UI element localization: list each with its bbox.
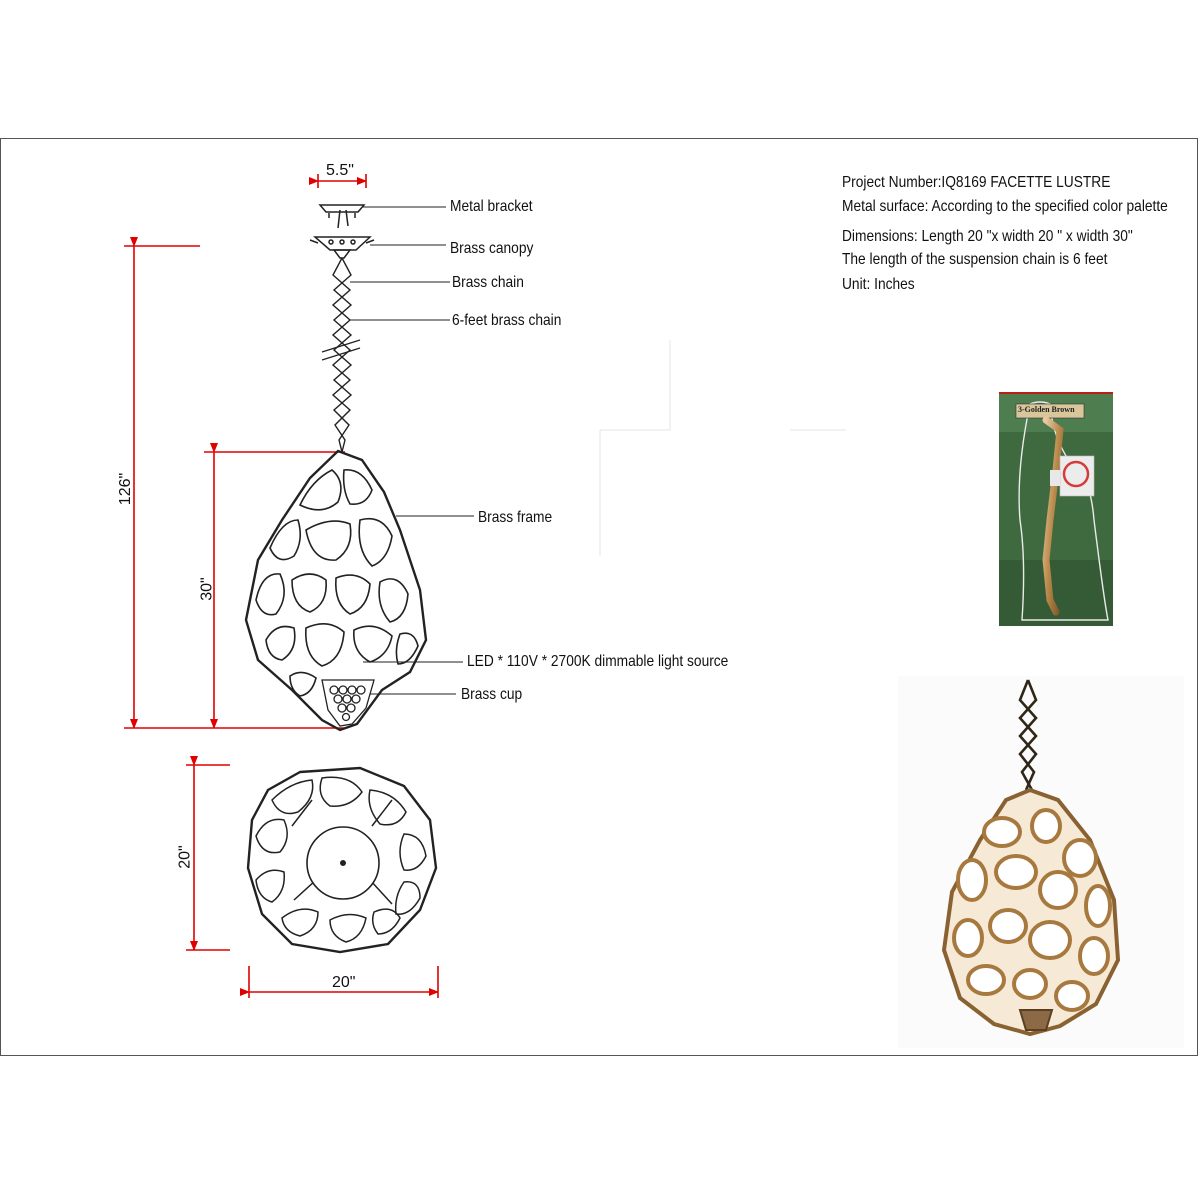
elevation-view [246, 205, 426, 730]
scan-artifacts [600, 340, 846, 556]
dim-overall-height: 126" [117, 472, 135, 506]
photo-brass-cup [1020, 1010, 1052, 1030]
label-led-light-source: LED * 110V * 2700K dimmable light source [467, 653, 729, 670]
label-brass-canopy: Brass canopy [450, 240, 534, 257]
top-view [248, 768, 436, 952]
info-dimensions: Dimensions: Length 20 "x width 20 " x width 30" [842, 228, 1133, 245]
chain-shape [322, 258, 360, 452]
swatch-label: 3-Golden Brown [1018, 405, 1075, 414]
dim-canopy-width: 5.5" [326, 162, 354, 179]
info-chain-length: The length of the suspension chain is 6 feet [842, 251, 1108, 268]
info-project-number: Project Number:IQ8169 FACETTE LUSTRE [842, 174, 1111, 191]
dim-top-width: 20" [332, 974, 356, 991]
label-brass-chain: Brass chain [452, 274, 524, 291]
dim-top-depth: 20" [176, 845, 194, 869]
finish-swatch-photo [999, 392, 1113, 626]
info-metal-surface: Metal surface: According to the specified color palette [842, 198, 1168, 215]
label-6-feet-chain: 6-feet brass chain [452, 312, 562, 329]
metal-bracket-shape [320, 205, 364, 228]
dimension-lines [124, 174, 438, 998]
label-metal-bracket: Metal bracket [450, 198, 533, 215]
product-photo [898, 676, 1184, 1048]
brass-canopy-shape [310, 237, 374, 258]
label-brass-frame: Brass frame [478, 509, 553, 526]
dim-frame-height: 30" [198, 577, 216, 601]
label-brass-cup: Brass cup [461, 686, 523, 703]
brass-cup-shape [322, 680, 374, 726]
info-unit: Unit: Inches [842, 276, 915, 293]
